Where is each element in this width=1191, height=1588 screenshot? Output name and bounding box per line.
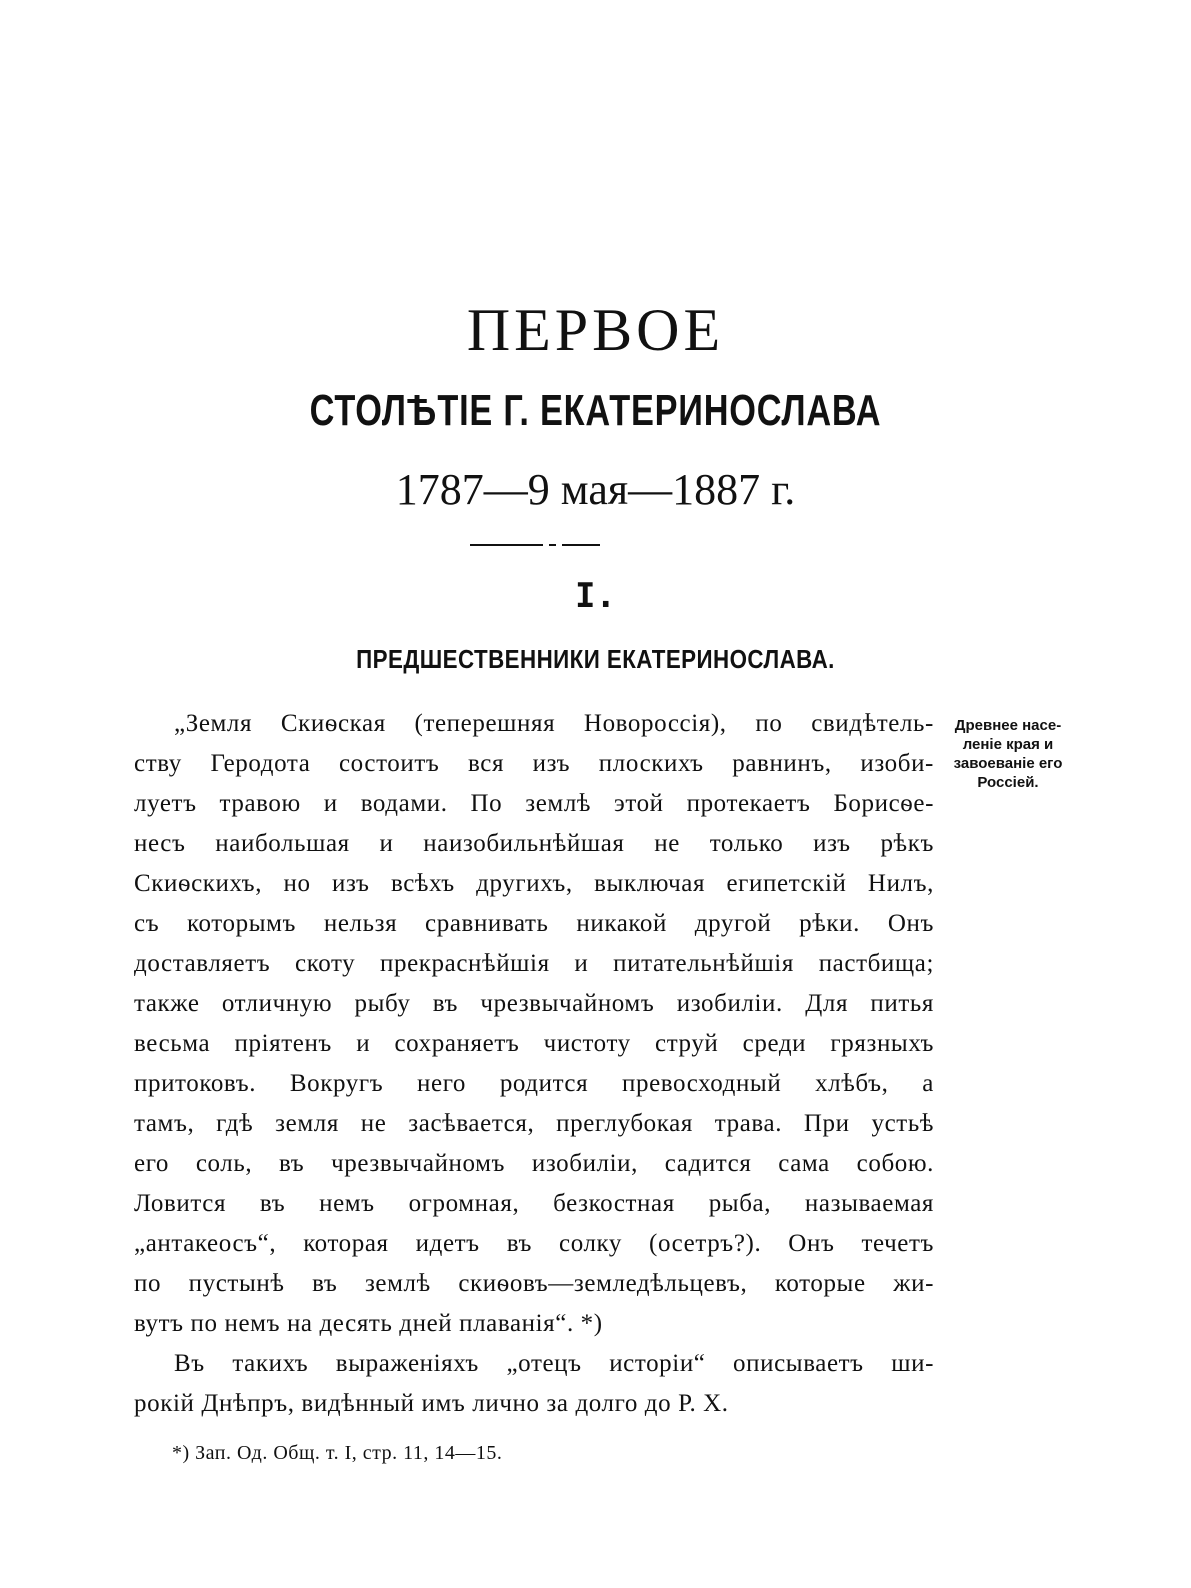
body-line: весьма пріятенъ и сохраняетъ чистоту струй среди грязныхъ (134, 1030, 934, 1057)
body-text (134, 704, 934, 1424)
margin-note-line: завоеваніе его (953, 755, 1063, 772)
body-line: „антакеосъ“, которая идетъ въ солку (осетръ?). Онъ течетъ (134, 1230, 934, 1257)
margin-note-line: Россіей. (977, 774, 1039, 791)
margin-note-line: леніе края и (962, 736, 1054, 753)
body-line: также отличную рыбу въ чрезвычайномъ изобиліи. Для питья (134, 990, 934, 1017)
margin-note (937, 716, 1079, 792)
body-line: тамъ, гдѣ земля не засѣвается, преглубокая трава. При устьѣ (134, 1110, 934, 1137)
body-line: доставляетъ скоту прекраснѣйшія и питательнѣйшія пастбища; (134, 950, 934, 977)
body-line: ству Геродота состоитъ вся изъ плоскихъ равнинъ, изоби- (134, 750, 934, 777)
divider-rule (470, 544, 543, 546)
body-line: съ которымъ нельзя сравнивать никакой другой рѣки. Онъ (134, 910, 934, 937)
title-first-word: ПЕРВОЕ (466, 297, 725, 363)
body-line: по пустынѣ въ землѣ скиѳовъ—земледѣльцевъ, которые жи- (134, 1270, 934, 1297)
body-line: рокій Днѣпръ, видѣнный имъ лично за долго до Р. Х. (134, 1390, 729, 1417)
divider-rule (549, 544, 556, 546)
body-line: Въ такихъ выраженіяхъ „отецъ исторіи“ описываетъ ши- (174, 1350, 934, 1377)
body-line: его соль, въ чрезвычайномъ изобиліи, садится сама собою. (134, 1150, 934, 1177)
body-line: вутъ по немъ на десять дней плаванія“. *) (134, 1310, 603, 1337)
body-line: луетъ травою и водами. По землѣ этой протекаетъ Борисѳе- (134, 790, 934, 817)
body-line: Ловится въ немъ огромная, безкостная рыба, называемая (134, 1190, 934, 1217)
margin-note-line: Древнее насе- (954, 717, 1062, 734)
body-line: Скиѳскихъ, но изъ всѣхъ другихъ, выключая египетскій Нилъ, (134, 870, 934, 897)
body-line: несъ наибольшая и наизобильнѣйшая не только изъ рѣкъ (134, 830, 934, 857)
title-date: 1787—9 мая—1887 г. (395, 465, 796, 514)
divider-rule (562, 544, 600, 546)
body-line: „Земля Скиѳская (теперешняя Новороссія), по свидѣтель- (174, 710, 934, 737)
section-number: I. (575, 576, 616, 616)
footnote: *) Зап. Од. Общ. т. I, стр. 11, 14—15. (172, 1442, 503, 1464)
section-title: ПРЕДШЕСТВЕННИКИ ЕКАТЕРИНОСЛАВА. (356, 644, 835, 674)
main-title: СТОЛѢТІЕ Г. ЕКАТЕРИНОСЛАВА (309, 386, 882, 435)
body-line: притоковъ. Вокругъ него родится превосходный хлѣбъ, а (134, 1070, 934, 1097)
